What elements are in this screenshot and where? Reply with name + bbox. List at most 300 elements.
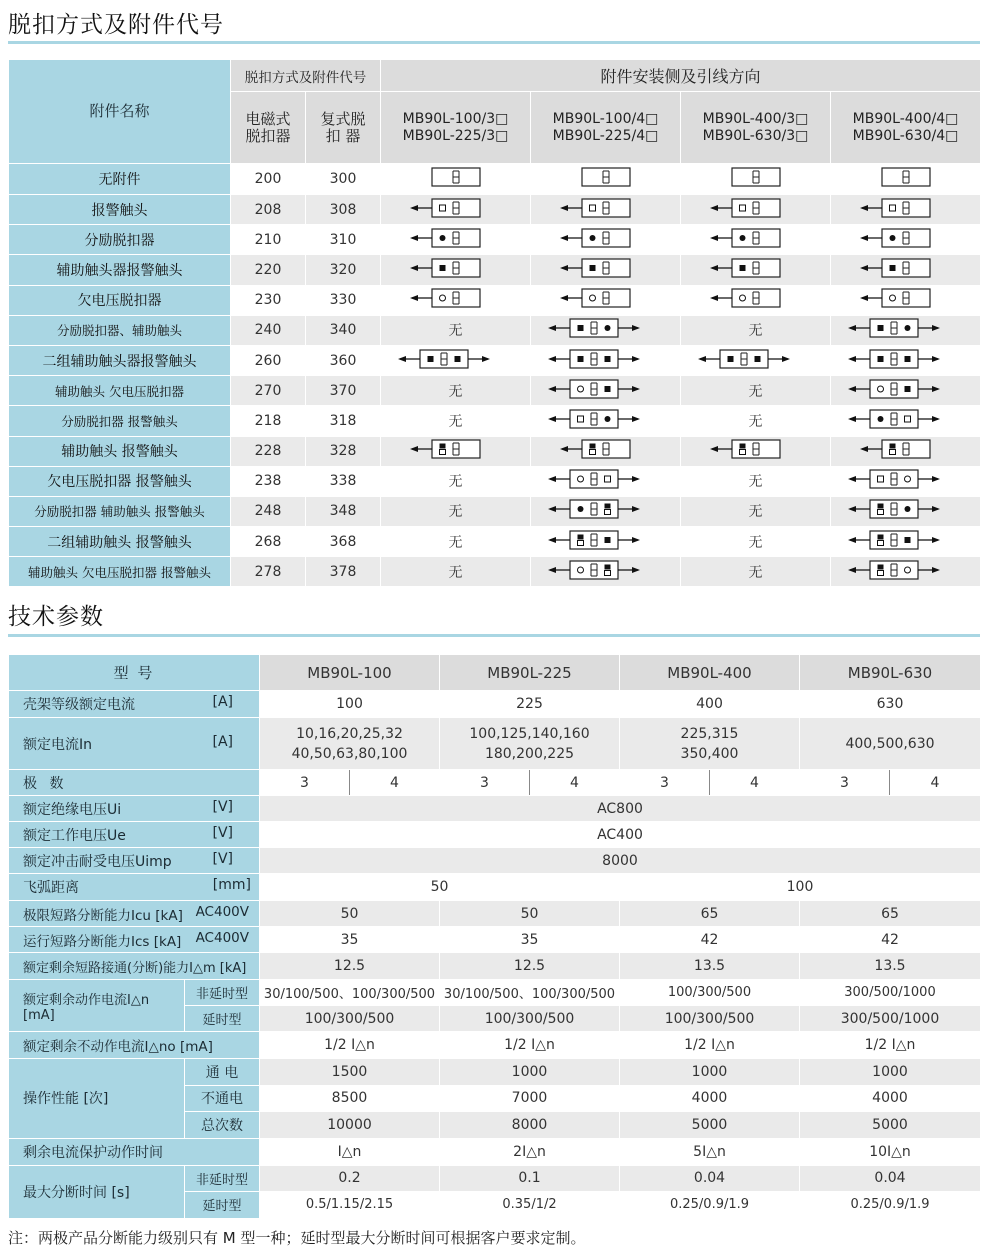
accessory-code-table — [8, 59, 981, 587]
param-value — [800, 718, 981, 770]
model-name: MB90L-400 — [620, 655, 800, 691]
electromagnetic-code: 220 — [231, 255, 306, 285]
symbol-cell — [531, 195, 681, 225]
multiline-text: MB90L-100/4□ MB90L-225/4□ — [552, 110, 659, 144]
accessory-row — [9, 466, 981, 496]
param-unit: [V] — [212, 824, 233, 841]
accessory-row — [9, 436, 981, 466]
sub-label: 不通电 — [185, 1085, 260, 1112]
no-option: 无 — [681, 496, 831, 526]
no-option: 无 — [681, 466, 831, 496]
electromagnetic-code: 238 — [231, 466, 306, 496]
accessory-name: 分励脱扣器 报警触头 — [9, 406, 231, 436]
param-name: 壳架等级额定电流 — [23, 697, 135, 713]
accessory-row — [9, 164, 981, 195]
param-value: 0.2 — [260, 1165, 440, 1191]
compound-code: 340 — [306, 315, 381, 345]
param-label: 剩余电流保护动作时间 — [9, 1138, 260, 1165]
electromagnetic-code: 230 — [231, 285, 306, 315]
accessory-row — [9, 345, 981, 375]
accessory-symbol — [536, 198, 676, 218]
accessory-symbol — [686, 439, 826, 459]
param-value: 35 — [440, 927, 620, 953]
symbol-cell — [831, 557, 981, 587]
code-group-header: 脱扣方式及附件代号 — [231, 60, 381, 92]
electromagnetic-code: 210 — [231, 225, 306, 255]
no-option: 无 — [681, 527, 831, 557]
accessory-symbol — [836, 167, 976, 187]
accessory-row — [9, 496, 981, 526]
sub-label: 总次数 — [185, 1112, 260, 1139]
symbol-cell — [531, 164, 681, 195]
symbol-cell — [681, 225, 831, 255]
param-row — [9, 953, 981, 980]
no-option: 无 — [381, 376, 531, 406]
param-label — [9, 691, 260, 718]
param-value: 0.04 — [620, 1165, 800, 1191]
param-value: 8000 — [260, 848, 981, 874]
param-label: 额定剩余动作电流I△n [mA] — [9, 980, 185, 1032]
sub-label: 延时型 — [185, 1006, 260, 1032]
param-value: 100/300/500 — [440, 1006, 620, 1032]
symbol-cell — [831, 315, 981, 345]
multiline-text: 400,500,630 — [845, 735, 935, 752]
model-header-3 — [681, 92, 831, 164]
electromagnetic-code: 248 — [231, 496, 306, 526]
accessory-name: 分励脱扣器 — [9, 225, 231, 255]
symbol-cell — [381, 285, 531, 315]
no-option: 无 — [381, 527, 531, 557]
no-option: 无 — [381, 406, 531, 436]
param-value: 12.5 — [440, 953, 620, 980]
param-value: 7000 — [440, 1085, 620, 1112]
multiline-text: 10,16,20,25,32 40,50,63,80,100 — [291, 725, 408, 762]
param-unit: [V] — [212, 850, 233, 867]
param-value: 30/100/500、100/300/500 — [440, 980, 620, 1006]
param-label: 额定剩余短路接通(分断)能力I△m [kA] — [9, 953, 260, 980]
electromagnetic-code: 270 — [231, 376, 306, 406]
param-value: 3 — [620, 770, 710, 796]
param-value: 4000 — [620, 1085, 800, 1112]
param-value: 8500 — [260, 1085, 440, 1112]
accessory-row — [9, 285, 981, 315]
symbol-cell — [531, 436, 681, 466]
param-value: 1000 — [620, 1059, 800, 1086]
symbol-cell — [681, 345, 831, 375]
no-option: 无 — [381, 315, 531, 345]
accessory-row — [9, 315, 981, 345]
param-value: 4000 — [800, 1085, 981, 1112]
param-label: 最大分断时间 [s] — [9, 1165, 185, 1218]
param-name: 额定冲击耐受电压Uimp — [23, 853, 172, 870]
param-name: 运行短路分断能力Ics [kA] — [23, 933, 182, 950]
multiline-text: MB90L-400/3□ MB90L-630/3□ — [702, 110, 809, 144]
compound-code: 348 — [306, 496, 381, 526]
param-unit: [A] — [212, 694, 233, 710]
param-name: 额定电流In — [23, 736, 93, 753]
param-value: 300/500/1000 — [800, 1006, 981, 1032]
param-value — [260, 718, 440, 770]
compound-release-header — [306, 92, 381, 164]
symbol-cell — [681, 436, 831, 466]
no-option: 无 — [681, 406, 831, 436]
symbol-cell — [831, 406, 981, 436]
param-value: 100/300/500 — [620, 1006, 800, 1032]
param-value: 50 — [260, 874, 620, 901]
param-value: 50 — [260, 901, 440, 927]
accessory-name: 无附件 — [9, 164, 231, 195]
accessory-symbol — [836, 379, 976, 399]
symbol-cell — [531, 527, 681, 557]
param-name: 额定工作电压Ue — [23, 827, 126, 844]
multiline-text: MB90L-400/4□ MB90L-630/4□ — [852, 110, 959, 144]
symbol-cell — [531, 345, 681, 375]
symbol-cell — [831, 496, 981, 526]
no-option: 无 — [681, 557, 831, 587]
symbol-cell — [381, 195, 531, 225]
param-row — [9, 655, 981, 691]
accessory-symbol — [386, 167, 526, 187]
compound-code: 368 — [306, 527, 381, 557]
no-option: 无 — [381, 496, 531, 526]
param-value: AC400 — [260, 822, 981, 848]
symbol-cell — [681, 195, 831, 225]
param-value: 42 — [620, 927, 800, 953]
symbol-cell — [531, 466, 681, 496]
multiline-text: 100,125,140,160 180,200,225 — [469, 725, 590, 762]
param-row — [9, 927, 981, 953]
symbol-cell — [681, 285, 831, 315]
param-value: 5I△n — [620, 1138, 800, 1165]
model-name: MB90L-630 — [800, 655, 981, 691]
symbol-cell — [831, 285, 981, 315]
symbol-cell — [531, 406, 681, 436]
param-value: 100 — [620, 874, 981, 901]
param-row — [9, 874, 981, 901]
param-value: 1/2 I△n — [620, 1032, 800, 1059]
accessory-name: 欠电压脱扣器 — [9, 285, 231, 315]
symbol-cell — [531, 225, 681, 255]
param-value: 0.25/0.9/1.9 — [800, 1191, 981, 1218]
accessory-row — [9, 527, 981, 557]
model-name: MB90L-100 — [260, 655, 440, 691]
section2-title: 技术参数 — [8, 604, 104, 630]
accessory-symbol — [686, 228, 826, 248]
param-row — [9, 901, 981, 927]
param-value: 12.5 — [260, 953, 440, 980]
multiline-text: 225,315 350,400 — [680, 725, 739, 762]
symbol-cell — [531, 315, 681, 345]
compound-code: 330 — [306, 285, 381, 315]
compound-code: 370 — [306, 376, 381, 406]
technical-parameters-table — [8, 654, 981, 1219]
accessory-name: 二组辅助触头 报警触头 — [9, 527, 231, 557]
multiline-text: MB90L-100/3□ MB90L-225/3□ — [402, 110, 509, 144]
symbol-cell — [531, 285, 681, 315]
accessory-row — [9, 406, 981, 436]
accessory-symbol — [836, 198, 976, 218]
symbol-cell — [381, 436, 531, 466]
multiline-text: 电磁式 脱扣器 — [245, 109, 291, 145]
param-label — [9, 927, 260, 953]
accessory-symbol — [536, 409, 676, 429]
accessory-symbol — [536, 288, 676, 308]
compound-code: 328 — [306, 436, 381, 466]
accessory-symbol — [836, 288, 976, 308]
param-value: 0.5/1.15/2.15 — [260, 1191, 440, 1218]
symbol-cell — [381, 164, 531, 195]
accessory-symbol — [386, 258, 526, 278]
symbol-cell — [381, 225, 531, 255]
param-label — [9, 796, 260, 822]
param-value: 1/2 I△n — [440, 1032, 620, 1059]
electromagnetic-code: 240 — [231, 315, 306, 345]
accessory-symbol — [836, 469, 976, 489]
electromagnetic-code: 208 — [231, 195, 306, 225]
param-value: 5000 — [800, 1112, 981, 1139]
param-value: 300/500/1000 — [800, 980, 981, 1006]
compound-code: 378 — [306, 557, 381, 587]
param-value: 13.5 — [620, 953, 800, 980]
param-value: 1/2 I△n — [800, 1032, 981, 1059]
electromagnetic-code: 200 — [231, 164, 306, 195]
sub-label: 非延时型 — [185, 1165, 260, 1191]
accessory-row — [9, 255, 981, 285]
footnote: 注：两极产品分断能力级别只有 M 型一种；延时型最大分断时间可根据客户要求定制。 — [8, 1229, 586, 1247]
param-value: 630 — [800, 691, 981, 718]
compound-code: 318 — [306, 406, 381, 436]
param-value: 1000 — [800, 1059, 981, 1086]
param-row — [9, 822, 981, 848]
param-value: 100/300/500 — [620, 980, 800, 1006]
param-value: 4 — [350, 770, 440, 796]
param-value: 100 — [260, 691, 440, 718]
accessory-row — [9, 195, 981, 225]
symbol-cell — [831, 164, 981, 195]
accessory-symbol — [536, 530, 676, 550]
symbol-cell — [681, 255, 831, 285]
accessory-symbol — [386, 228, 526, 248]
sub-label: 非延时型 — [185, 980, 260, 1006]
model-name: MB90L-225 — [440, 655, 620, 691]
param-value: 30/100/500、100/300/500 — [260, 980, 440, 1006]
param-value: 100/300/500 — [260, 1006, 440, 1032]
accessory-symbol — [536, 228, 676, 248]
param-value: 0.35/1/2 — [440, 1191, 620, 1218]
section1-title: 脱扣方式及附件代号 — [8, 12, 224, 38]
side-group-header: 附件安装侧及引线方向 — [381, 60, 981, 92]
param-value: 4 — [530, 770, 620, 796]
param-value: 42 — [800, 927, 981, 953]
symbol-cell — [831, 225, 981, 255]
model-header-2 — [531, 92, 681, 164]
param-row — [9, 770, 981, 796]
param-row — [9, 848, 981, 874]
param-value: 13.5 — [800, 953, 981, 980]
model-header-4 — [831, 92, 981, 164]
param-value: 3 — [260, 770, 350, 796]
compound-code: 300 — [306, 164, 381, 195]
section1-divider — [8, 41, 980, 44]
param-value: 2I△n — [440, 1138, 620, 1165]
param-row — [9, 1059, 981, 1086]
param-value — [620, 718, 800, 770]
symbol-cell — [381, 345, 531, 375]
symbol-cell — [831, 195, 981, 225]
accessory-name: 辅助触头 报警触头 — [9, 436, 231, 466]
param-label — [9, 901, 260, 927]
accessory-name: 分励脱扣器 辅助触头 报警触头 — [9, 496, 231, 526]
accessory-symbol — [536, 469, 676, 489]
no-option: 无 — [681, 376, 831, 406]
accessory-symbol — [536, 439, 676, 459]
accessory-symbol — [536, 379, 676, 399]
compound-code: 338 — [306, 466, 381, 496]
accessory-symbol — [686, 258, 826, 278]
accessory-name: 辅助触头 欠电压脱扣器 报警触头 — [9, 557, 231, 587]
model-label: 型 号 — [9, 655, 260, 691]
accessory-name: 报警触头 — [9, 195, 231, 225]
multiline-text: 复式脱 扣 器 — [320, 109, 366, 145]
accessory-symbol — [836, 499, 976, 519]
sub-label: 通 电 — [185, 1059, 260, 1086]
symbol-cell — [531, 496, 681, 526]
param-row — [9, 1138, 981, 1165]
accessory-symbol — [686, 198, 826, 218]
param-value: 50 — [440, 901, 620, 927]
param-row — [9, 980, 981, 1006]
accessory-symbol — [686, 349, 826, 369]
accessory-symbol — [536, 349, 676, 369]
accessory-symbol — [536, 258, 676, 278]
symbol-cell — [831, 376, 981, 406]
accessory-symbol — [836, 409, 976, 429]
compound-code: 320 — [306, 255, 381, 285]
param-value: 0.25/0.9/1.9 — [620, 1191, 800, 1218]
param-row — [9, 1165, 981, 1191]
symbol-cell — [831, 527, 981, 557]
param-unit: [A] — [212, 733, 233, 750]
param-value: AC800 — [260, 796, 981, 822]
accessory-symbol — [536, 560, 676, 580]
param-label — [9, 822, 260, 848]
param-value: 4 — [890, 770, 981, 796]
no-option: 无 — [381, 466, 531, 496]
accessory-symbol — [686, 288, 826, 308]
accessory-name: 二组辅助触头器报警触头 — [9, 345, 231, 375]
param-value: 0.04 — [800, 1165, 981, 1191]
accessory-row — [9, 376, 981, 406]
param-value: 5000 — [620, 1112, 800, 1139]
symbol-cell — [831, 436, 981, 466]
accessory-symbol — [836, 318, 976, 338]
accessory-symbol — [386, 439, 526, 459]
accessory-symbol — [536, 499, 676, 519]
accessory-name: 辅助触头 欠电压脱扣器 — [9, 376, 231, 406]
param-value: 400 — [620, 691, 800, 718]
param-unit: [V] — [212, 798, 233, 815]
electromagnetic-code: 218 — [231, 406, 306, 436]
param-row — [9, 796, 981, 822]
accessory-symbol — [836, 530, 976, 550]
param-value — [440, 718, 620, 770]
param-value: 4 — [710, 770, 800, 796]
accessory-symbol — [836, 439, 976, 459]
param-label: 操作性能 [次] — [9, 1059, 185, 1139]
symbol-cell — [531, 255, 681, 285]
param-row — [9, 718, 981, 770]
param-row — [9, 691, 981, 718]
accessory-symbol — [386, 288, 526, 308]
param-unit: AC400V — [195, 929, 249, 946]
compound-code: 308 — [306, 195, 381, 225]
accessory-row — [9, 225, 981, 255]
electromagnetic-code: 268 — [231, 527, 306, 557]
param-label: 极 数 — [9, 770, 260, 796]
symbol-cell — [531, 557, 681, 587]
param-value: 35 — [260, 927, 440, 953]
accessory-name-header: 附件名称 — [9, 60, 231, 164]
param-value: I△n — [260, 1138, 440, 1165]
accessory-symbol — [836, 258, 976, 278]
param-name: 极限短路分断能力Icu [kA] — [23, 907, 183, 924]
accessory-symbol — [536, 167, 676, 187]
param-value: 65 — [800, 901, 981, 927]
accessory-name: 分励脱扣器、辅助触头 — [9, 315, 231, 345]
param-value: 1/2 I△n — [260, 1032, 440, 1059]
compound-code: 360 — [306, 345, 381, 375]
electromagnetic-code: 228 — [231, 436, 306, 466]
electromagnetic-release-header — [231, 92, 306, 164]
param-name: 飞弧距离 — [23, 880, 79, 896]
accessory-symbol — [686, 167, 826, 187]
param-value: 1500 — [260, 1059, 440, 1086]
electromagnetic-code: 278 — [231, 557, 306, 587]
param-value: 225 — [440, 691, 620, 718]
accessory-symbol — [536, 318, 676, 338]
accessory-name: 欠电压脱扣器 报警触头 — [9, 466, 231, 496]
section2-divider — [8, 634, 980, 637]
param-value: 10000 — [260, 1112, 440, 1139]
symbol-cell — [381, 255, 531, 285]
symbol-cell — [831, 255, 981, 285]
symbol-cell — [831, 466, 981, 496]
param-label — [9, 874, 260, 901]
accessory-row — [9, 557, 981, 587]
param-value: 3 — [800, 770, 890, 796]
model-header-1 — [381, 92, 531, 164]
accessory-name: 辅助触头器报警触头 — [9, 255, 231, 285]
param-value: 3 — [440, 770, 530, 796]
param-label — [9, 848, 260, 874]
no-option: 无 — [681, 315, 831, 345]
accessory-symbol — [386, 198, 526, 218]
accessory-symbol — [836, 228, 976, 248]
electromagnetic-code: 260 — [231, 345, 306, 375]
param-value: 8000 — [440, 1112, 620, 1139]
param-value: 10I△n — [800, 1138, 981, 1165]
param-unit: AC400V — [195, 903, 249, 920]
symbol-cell — [531, 376, 681, 406]
param-row — [9, 1032, 981, 1059]
param-value: 0.1 — [440, 1165, 620, 1191]
param-label: 额定剩余不动作电流I△no [mA] — [9, 1032, 260, 1059]
accessory-symbol — [836, 349, 976, 369]
compound-code: 310 — [306, 225, 381, 255]
param-value: 1000 — [440, 1059, 620, 1086]
param-value: 65 — [620, 901, 800, 927]
symbol-cell — [831, 345, 981, 375]
